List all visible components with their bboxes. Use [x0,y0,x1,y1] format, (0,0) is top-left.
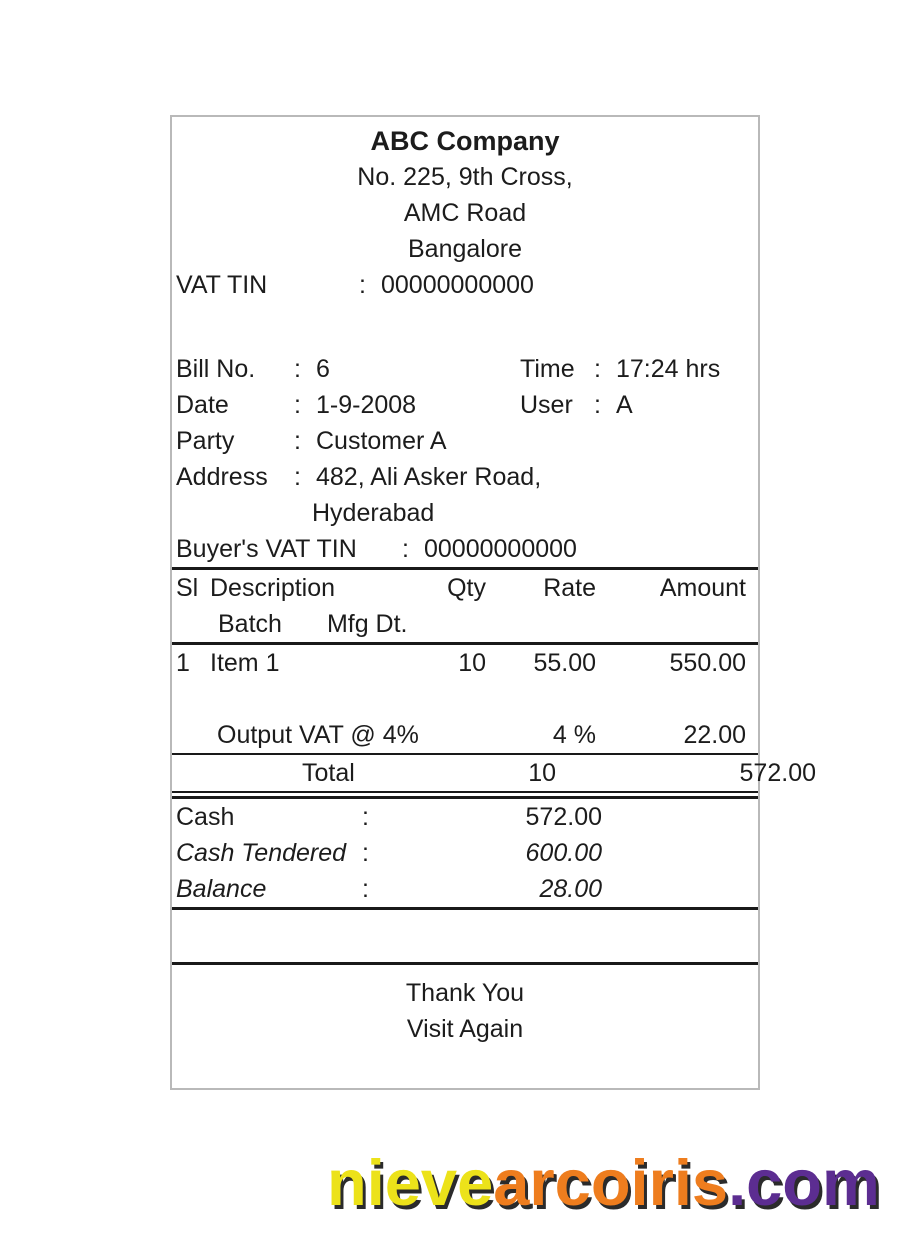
time-field [520,351,720,387]
total-amount: 572.00 [739,759,816,787]
colon: : [594,355,601,383]
buyer-vat-label: Buyer's VAT TIN [176,535,357,563]
empty-table-row [172,681,758,717]
footer-thank-you: Thank You [405,979,525,1007]
total-row [172,755,816,791]
date-value: 1-9-2008 [316,391,417,419]
watermark-logo [327,1146,880,1219]
colon: : [402,535,409,563]
col-spacer [556,755,666,791]
tax-row [172,717,758,753]
company-address-line-1: No. 225, 9th Cross, [357,163,573,191]
cash-row [172,799,758,835]
tax-amount: 22.00 [683,721,746,749]
col-header-rate: Rate [543,574,596,602]
items-header-row [172,570,758,606]
balance-value: 28.00 [539,875,602,903]
watermark-segment-com: .com [728,1146,880,1219]
date-row [172,387,758,423]
colon: : [362,803,369,831]
balance-label: Balance [176,875,267,903]
spacer [172,910,758,962]
party-label: Party [176,427,235,455]
item-qty: 10 [458,649,486,677]
item-sl: 1 [176,649,190,677]
colon: : [359,271,366,299]
bill-no-row [172,351,758,387]
company-address-line-3: Bangalore [408,235,522,263]
watermark-segment-arcoiris: arcoiris [493,1146,729,1219]
address-label: Address [176,463,268,491]
col-header-amount: Amount [659,574,746,602]
subheader-batch-mfg [210,606,416,642]
date-label: Date [176,391,229,419]
tax-rate: 4 % [552,721,596,749]
footer [172,975,758,1047]
time-label: Time [520,355,575,383]
address-value-line-1: 482, Ali Asker Road, [316,463,542,491]
buyer-vat-value: 00000000000 [424,535,577,563]
col-header-sl: Sl [176,574,199,602]
item-description: Item 1 [210,649,280,677]
user-field [520,387,633,423]
item-rate: 55.00 [533,649,596,677]
colon: : [362,839,369,867]
address-value-line-2: Hyderabad [312,499,435,527]
party-value: Customer A [316,427,447,455]
address-row-continued [172,495,758,531]
time-value: 17:24 hrs [616,355,721,383]
colon: : [362,875,369,903]
bill-no-value: 6 [316,355,330,383]
vat-tin-row [172,267,758,303]
col-header-mfg-dt: Mfg Dt. [326,610,408,638]
divider [172,962,758,965]
tax-description: Output VAT @ 4% [217,721,419,749]
cash-value: 572.00 [525,803,602,831]
total-label: Total [302,759,355,787]
colon: : [294,427,301,455]
col-header-batch: Batch [218,610,282,638]
vat-tin-value: 00000000000 [381,271,534,299]
col-header-qty: Qty [447,574,486,602]
footer-visit-again: Visit Again [406,1015,524,1043]
company-name: ABC Company [370,126,560,156]
user-value: A [616,391,633,419]
col-header-description: Description [210,574,336,602]
colon: : [594,391,601,419]
cash-tendered-label: Cash Tendered [176,839,347,867]
vat-tin-label: VAT TIN [176,271,268,299]
double-divider [172,791,758,799]
cash-tendered-value: 600.00 [525,839,602,867]
item-amount: 550.00 [669,649,746,677]
col-spacer [176,606,210,642]
party-row [172,423,758,459]
balance-row [172,871,758,907]
bill-no-label: Bill No. [176,355,256,383]
address-row [172,459,758,495]
receipt-bill [170,115,816,1090]
colon: : [294,355,301,383]
watermark-segment-nieve: nieve [327,1146,494,1219]
cash-label: Cash [176,803,235,831]
company-address-line-2: AMC Road [403,199,527,227]
colon: : [294,391,301,419]
total-qty: 10 [528,759,556,787]
spacer [172,303,758,351]
item-row [172,645,758,681]
user-label: User [520,391,573,419]
colon: : [294,463,301,491]
cash-tendered-row [172,835,758,871]
buyer-vat-row [172,531,758,567]
items-subheader-row [172,606,758,642]
